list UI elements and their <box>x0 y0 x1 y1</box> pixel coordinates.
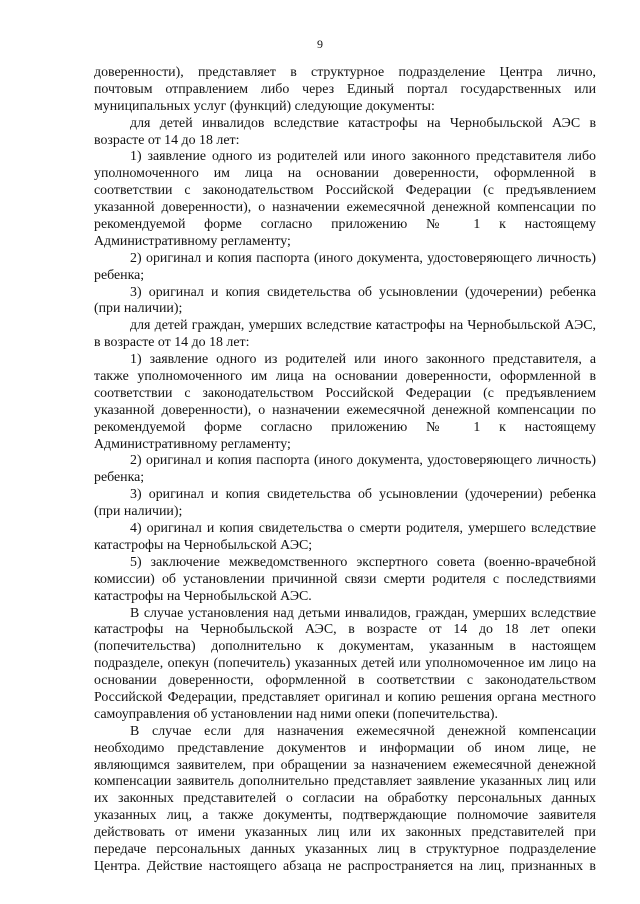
text-line: их законных представителей о согласии на обработку персональных данных <box>94 791 596 807</box>
text-line: соответствии с законодательством Российской Федерации (с предъявлением <box>94 385 596 401</box>
text-line: указанной доверенности), о назначении ежемесячной денежной компенсации по <box>94 402 596 418</box>
text-line: почтовым отправлением либо через Единый портал государственных или <box>94 81 596 97</box>
text-line: возрасте от 14 до 18 лет: <box>94 132 240 148</box>
text-line: Административному регламенту; <box>94 436 291 452</box>
text-line: уполномоченного им лица на основании доверенности, оформленной в <box>94 166 596 182</box>
text-line: доверенности), представляет в структурное подразделение Центра лично, <box>94 65 596 80</box>
text-line: 1) заявление одного из родителей или иного законного представителя либо <box>130 149 596 165</box>
text-line: в возрасте от 14 до 18 лет: <box>94 335 250 351</box>
text-line: ребенка; <box>94 267 145 283</box>
text-line: 1) заявление одного из родителей или иного законного представителя, а <box>130 352 596 368</box>
text-line: муниципальных услуг (функций) следующие документы: <box>94 98 435 114</box>
text-line: В случае если для назначения ежемесячной денежной компенсации <box>130 723 596 739</box>
text-line: 2) оригинал и копия паспорта (иного документа, удостоверяющего личность) <box>130 453 596 469</box>
text-line: 2) оригинал и копия паспорта (иного документа, удостоверяющего личность) <box>130 250 596 266</box>
text-line: также уполномоченного им лица на основании доверенности, оформленной в <box>94 369 596 385</box>
text-line: действовать от имени указанных лиц или их законных представителей при <box>94 825 596 841</box>
text-line: для детей инвалидов вследствие катастрофы на Чернобыльской АЭС в <box>130 115 596 131</box>
text-line: необходимо представление документов и информации об ином лице, не <box>94 740 596 756</box>
text-line: являющимся заявителем, при обращении за назначением ежемесячной денежной <box>94 757 596 773</box>
text-line: 3) оригинал и копия свидетельства об усыновлении (удочерении) ребенка <box>130 487 596 503</box>
text-line: для детей граждан, умерших вследствие катастрофы на Чернобыльской АЭС, <box>130 318 596 334</box>
text-line: 5) заключение межведомственного экспертного совета (военно-врачебной <box>130 554 596 570</box>
text-line: соответствии с законодательством Российской Федерации (с предъявлением <box>94 183 596 199</box>
document-body <box>94 65 596 876</box>
text-line: катастрофы на Чернобыльской АЭС. <box>94 588 312 604</box>
text-line: ребенка; <box>94 470 145 486</box>
text-line: самоуправления об установлении над ними опеки (попечительства). <box>94 706 498 722</box>
text-line: катастрофы на Чернобыльской АЭС, в возрасте от 14 до 18 лет опеки <box>94 622 596 638</box>
text-line: Центра. Действие настоящего абзаца не распространяется на лиц, признанных в <box>94 858 596 874</box>
text-line: В случае установления над детьми инвалидов, граждан, умерших вследствие <box>130 605 596 621</box>
text-line: передаче персональных данных указанных лиц в структурное подразделение <box>94 841 596 857</box>
page-number: 9 <box>317 37 323 51</box>
text-line: указанной доверенности), о назначении ежемесячной денежной компенсации по <box>94 200 596 216</box>
text-line: катастрофы на Чернобыльской АЭС; <box>94 537 313 553</box>
text-line: (при наличии); <box>94 504 183 520</box>
text-line: рекомендуемой форме согласно приложению № 1 к настоящему <box>94 217 596 233</box>
text-line: подразделе, опекун (попечитель) указанных детей или уполномоченное им лицо на <box>94 656 596 672</box>
text-line: рекомендуемой форме согласно приложению № 1 к настоящему <box>94 419 596 435</box>
text-line: компенсации заявитель дополнительно представляет заявление указанных лиц или <box>94 774 596 790</box>
text-line: (попечительства) дополнительно к документам, указанным в настоящем <box>94 639 596 655</box>
text-line: комиссии) об установлении причинной связи смерти родителя с последствиями <box>94 571 596 587</box>
text-line: 4) оригинал и копия свидетельства о смерти родителя, умершего вследствие <box>130 521 596 537</box>
text-line: указанных лиц, а также документы, подтверждающие полномочие заявителя <box>94 808 596 824</box>
text-line: основании доверенности, оформленной в соответствии с законодательством <box>94 673 596 689</box>
text-line: Российской Федерации, представляет оригинал и копию решения органа местного <box>94 689 596 705</box>
text-line: Административному регламенту; <box>94 233 291 249</box>
text-line: 3) оригинал и копия свидетельства об усыновлении (удочерении) ребенка <box>130 284 596 300</box>
text-line: (при наличии); <box>94 301 183 317</box>
